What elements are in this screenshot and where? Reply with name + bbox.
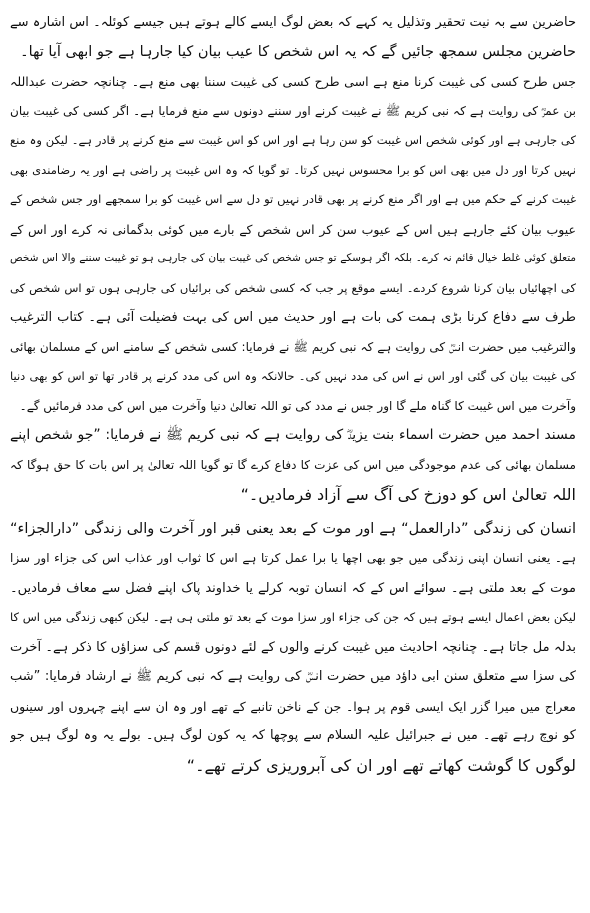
- text-line: موت کے بعد ملتی ہے۔ سوائے اس کے کہ انسان توبہ کرلے یا خداوند پاک اپنے فضل سے معاف فرمادیں۔: [10, 580, 576, 596]
- text-line: بدلہ مل جاتا ہے۔ چنانچہ احادیث میں غیبت کرنے والوں کے لئے دونوں قسم کی سزاؤں کا ذکر ہے۔ آخرت: [10, 639, 576, 655]
- text-line: لیکن بعض اعمال ایسے ہوتے ہیں کہ جن کی جزاء اور سزا موت کے بعد تو ملتی ہی ہے۔ لیکن کبھی زندگی میں اس کا: [10, 610, 576, 624]
- text-line: مسند احمد میں حضرت اسماء بنت یزیدؓ کی روایت ہے کہ نبی کریم ﷺ نے فرمایا: ”جو شخص اپنے: [10, 427, 576, 443]
- text-line: لوگوں کا گوشت کھاتے تھے اور ان کی آبروریزی کرتے تھے۔“: [186, 755, 576, 775]
- text-line: بن عمرؓ کی روایت ہے کہ نبی کریم ﷺ نے غیبت کرنے اور سننے دونوں سے منع فرمایا ہے۔ اگر کسی کی غیبت بیان: [10, 103, 576, 118]
- text-line: اللہ تعالیٰ اس کو دوزخ کی آگ سے آزاد فرمادیں۔“: [240, 485, 576, 504]
- text-line: انسان کی زندگی ”دارالعمل“ ہے اور موت کے بعد یعنی قبر اور آخرت والی زندگی ”دارالجزاء“: [10, 520, 576, 537]
- text-line: حاضرین سے بہ نیت تحقیر وتذلیل یہ کہے کہ بعض لوگ ایسے کالے ہوتے ہیں جیسے کوئلہ۔ اس اشارہ سے: [10, 15, 576, 30]
- text-line: حاضرین مجلس سمجھ جائیں گے کہ یہ اس شخص کا عیب بیان کیا جارہا ہے جو ابھی آیا تھا۔: [20, 43, 576, 60]
- text-line: متعلق کوئی غلط خیال قائم نہ کرے۔ بلکہ اگر ہوسکے تو جس شخص کی غیبت بیان کی جارہی ہو تو غیبت سننے والا اس شخص: [10, 252, 576, 264]
- text-line: کی اچھائیاں بیان کرنا شروع کردے۔ ایسے موقع پر جب کہ کسی شخص کی برائیاں کی جارہی ہوں تو اس شخص کی: [10, 280, 576, 295]
- text-line: کی غیبت بیان کی گئی اور اس نے اس کی مدد نہیں کی۔ حالانکہ وہ اس کی مدد کرنے پر قادر تھا تو اس کو بھی دنیا: [10, 369, 576, 383]
- text-line: کی سزا سے متعلق سنن ابی داؤد میں حضرت انسؓ کی روایت ہے کہ نبی کریم ﷺ نے ارشاد فرمایا: ”شب: [10, 669, 576, 684]
- text-line: وآخرت میں اس غیبت کا گناہ ملے گا اور جس نے مدد کی تو اللہ تعالیٰ دنیا وآخرت میں اس کی مدد فرمائیں گے۔: [19, 398, 576, 413]
- text-line: والترغیب میں حضرت انسؓ کی روایت ہے کہ نبی کریم ﷺ نے فرمایا: کسی شخص کے سامنے اس کے مسلمان بھائی: [10, 339, 576, 354]
- text-line: مسلمان بھائی کی عدم موجودگی میں اس کی عزت کا دفاع کرے گا تو گویا اللہ تعالیٰ پر اس بات کا حق ہوگا کہ: [10, 457, 576, 472]
- text-line: عیوب بیان کئے جارہے ہیں اس کے عیوب سن کر اس شخص کے بارے میں کوئی بدگمانی نہ کرے اور اس کے: [10, 221, 576, 237]
- text-line: ہے۔ یعنی انسان اپنی زندگی میں جو بھی اچھا یا برا عمل کرتا ہے اس کا ثواب اور عذاب اس کی جزاء اور سزا: [10, 551, 576, 565]
- text-line: کو نوچ رہے تھے۔ میں نے جبرائیل علیہ السلام سے پوچھا کہ یہ کون لوگ ہیں۔ بولے یہ وہ لوگ ہیں جو: [10, 728, 576, 743]
- text-line: طرف سے دفاع کرنا بڑی ہمت کی بات ہے اور حدیث میں اس کی بہت فضیلت آئی ہے۔ کتاب الترغیب: [10, 310, 576, 325]
- text-line: غیبت کرنے کے حکم میں ہے اور اگر منع کرنے پر بھی قادر نہیں تو دل سے اس غیبت کو برا سمجھے اور جس شخص کے: [10, 192, 576, 206]
- text-line: جس طرح کسی کی غیبت کرنا منع ہے اسی طرح کسی کی غیبت سننا بھی منع ہے۔ چنانچہ حضرت عبداللہ: [10, 74, 576, 89]
- text-line: نہیں کرتا اور دل میں بھی اس کو برا محسوس نہیں کرتا۔ تو گویا کہ وہ اس غیبت پر راضی ہے اور یہ رضامندی بھی: [10, 162, 576, 177]
- text-line: کی جارہی ہے اور کوئی شخص اس غیبت کو سن رہا ہے اور اس کو اس غیبت سے منع کرنے پر قادر ہے۔ لیکن وہ منع: [10, 133, 576, 147]
- text-line: معراج میں میرا گزر ایک ایسی قوم پر ہوا۔ جن کے ناخن تانبے کے تھے اور وہ ان سے اپنے چہروں اور سینوں: [10, 698, 576, 714]
